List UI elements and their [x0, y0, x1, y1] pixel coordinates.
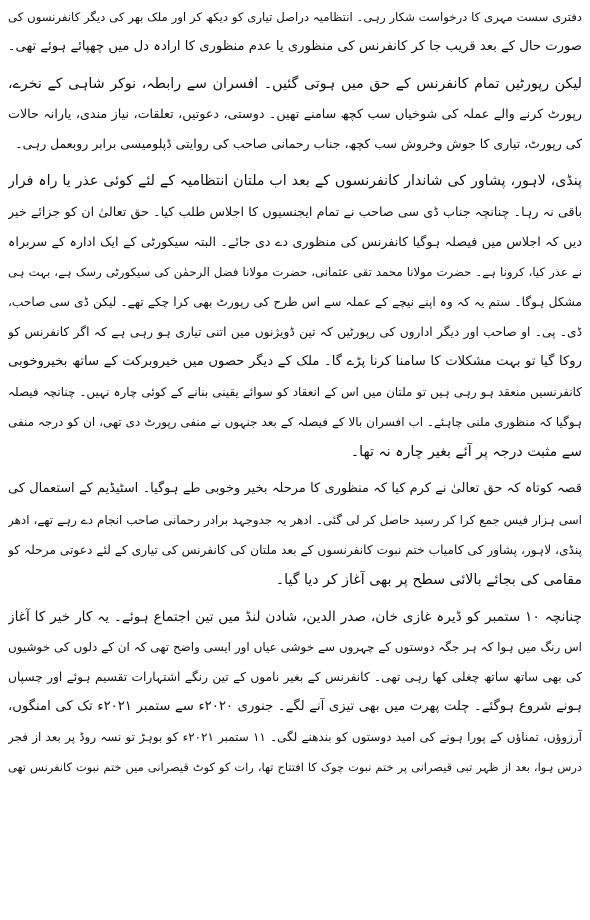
text-line: اس رنگ میں ہوا کہ ہر جگہ دوستوں کے چہروں سے خوشی عیاں اور ایسی واضح تھی کہ ان کے دلوں کی خوشیوں — [8, 639, 582, 654]
text-line: کانفرنسیں منعقد ہو رہی ہیں تو ملتان میں اس کے انعقاد کو سوائے یقینی بنانے کے کوئی چارہ نہیں۔ چنانچہ فیصلہ — [8, 385, 582, 400]
text-line: پنڈی، لاہور، پشاور کی کامیاب ختم نبوت کانفرنسوں کے بعد ملتان کی کانفرنس کی تیاری کے لئے دعوتی مرحلہ کو — [8, 542, 582, 557]
text-line: صورت حال کے بعد قریب جا کر کانفرنس کی منظوری یا عدم منظوری کا ارادہ دل میں چھپائے ہوئے تھی۔ — [8, 39, 582, 55]
text-line: مقامی کی بجائے بالائی سطح پر بھی آغاز کر دیا گیا۔ — [275, 571, 582, 588]
text-line: کی بھی ساتھ ساتھ چغلی کھا رہی تھی۔ کانفرنس کے بغیر ناموں کے تین رنگے اشتہارات تقسیم ہوئے اور چسپاں — [8, 669, 582, 684]
text-line: ہونے شروع ہوگئے۔ چلت پھرت میں بھی تیزی آنے لگے۔ جنوری ۲۰۲۰ء سے ستمبر ۲۰۲۱ء تک کی امنگوں، — [8, 699, 582, 715]
text-line: دفتری سست مہری کا درخواست شکار رہی۔ انتظامیہ دراصل تیاری کو دیکھ کر اور ملک بھر کی دیگر کانفرنسوں کی — [8, 10, 582, 24]
text-line: روکا گیا تو بہت مشکلات کا سامنا کرنا پڑے گا۔ ملک کے دیگر حصوں میں خیروبرکت کے ساتھ بخیروخوبی — [8, 354, 582, 370]
document-page — [8, 2, 582, 916]
text-line: ڈی۔ پی۔ او صاحب اور دیگر اداروں کی رپورٹیں کہ تین ڈویژنوں میں اتنی تیاری ہو رہی ہے کہ اگر کانفرنس کو — [8, 324, 582, 339]
text-line: پنڈی، لاہور، پشاور کی شاندار کانفرنسوں کے بعد اب ملتان انتظامیہ کے لئے کوئی عذر یا راہ فرار — [8, 173, 582, 190]
text-line: رپورٹ کرنے والے عملہ کی شوخیاں سب کچھ سامنے تھیں۔ دوستی، دعوتیں، تعلقات، نیاز مندی، یارانہ حالات — [8, 106, 582, 122]
paragraph-gap — [8, 467, 582, 474]
text-line: نے عذر کیا، کرونا ہے۔ حضرت مولانا محمد تقی عثمانی، حضرت مولانا فضل الرحمٰن کی سیکورٹی رسک ہے، بہت ہی — [8, 264, 582, 279]
text-line: قصہ کوتاہ کہ حق تعالیٰ نے کرم کیا کہ منظوری کا مرحلہ بخیر وخوبی طے ہوگیا۔ اسٹیڈیم کے استعمال کی — [8, 481, 582, 497]
text-line: باقی نہ رہا۔ چنانچہ جناب ڈی سی صاحب نے تمام ایجنسیوں کا اجلاس طلب کیا۔ حق تعالیٰ ان کو جزائے خیر — [8, 203, 582, 219]
paragraph — [8, 69, 582, 159]
text-line: اسی ہزار فیس جمع کرا کر رسید حاصل کر لی گئی۔ ادھر یہ جدوجہد برادر رحمانی صاحب انجام دے رہے تھے، ادھر — [8, 512, 582, 527]
text-line: مشکل ہوگا۔ ستم یہ کہ وہ اپنے نیچے کے عملہ سے اس طرح کی رپورٹ بھی کرا چکے تھے۔ لیکن ڈی سی صاحب، — [8, 294, 582, 309]
text-line: کی رپورٹ، تیاری کا جوش وخروش سب کچھ، جناب رحمانی صاحب کی روایتی ڈپلومیسی برابر روبعمل رہی۔ — [15, 136, 582, 152]
paragraph-gap — [8, 62, 582, 69]
text-line: درس ہوا، بعد از ظہر تبی قیصرانی پر ختم نبوت چوک کا افتتاح تھا، رات کو کوٹ قیصرانی میں ختم نبوت کانفرنس تھی — [8, 760, 582, 775]
text-line: ہوگیا کہ منظوری ملنی چاہئے۔ اب افسران بالا کے فیصلہ کے بعد جنہوں نے منفی رپورٹ دی تھی، ان کو درجہ منفی — [8, 415, 582, 430]
paragraph — [8, 602, 582, 783]
text-line: دیں کہ اجلاس میں فیصلہ ہوگیا کانفرنس کی منظوری دے دی جائے۔ البتہ سیکورٹی کے ایک ادارہ کے سربراہ — [8, 233, 582, 249]
paragraph — [8, 2, 582, 62]
paragraph — [8, 474, 582, 594]
paragraph — [8, 166, 582, 467]
text-line: سے مثبت درجہ پر آئے بغیر چارہ نہ تھا۔ — [350, 444, 582, 461]
paragraph-gap — [8, 595, 582, 602]
text-line: چنانچہ ۱۰ ستمبر کو ڈیرہ غازی خان، صدر الدین، شادن لنڈ میں تین اجتماع ہوئے۔ یہ کار خیر کا آغاز — [8, 608, 582, 625]
paragraph-gap — [8, 159, 582, 166]
text-line: آرزوؤں، تمناؤں کے پورا ہونے کی امید دوستوں کو بندھنے لگی۔ ۱۱ ستمبر ۲۰۲۱ء کو بوہڑ تو نسہ روڈ پر بعد از فجر — [8, 730, 582, 745]
text-line: لیکن رپورٹیں تمام کانفرنس کے حق میں ہوتی گئیں۔ افسران سے رابطہ، نوکر شاہی کے نخرے، — [8, 76, 582, 93]
